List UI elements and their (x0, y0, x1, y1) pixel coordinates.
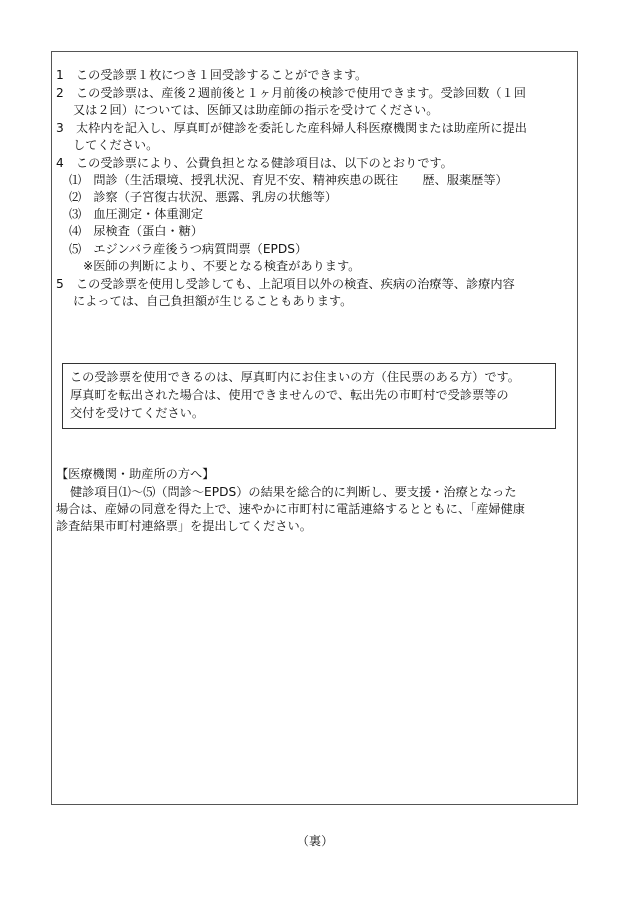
exam-note: ※医師の判断により、不要となる検査があります。 (83, 259, 361, 273)
exam-item-5: ⑸ エジンバラ産後うつ病質問票（EPDS） (69, 242, 308, 256)
instruction-5-cont: によっては、自己負担額が生じることもあります。 (73, 294, 353, 308)
medical-line-1: 健診項目⑴～⑸（問診～EPDS）の結果を総合的に判断し、要支援・治療となった (70, 485, 517, 499)
medical-heading: 【医療機関・助産所の方へ】 (56, 467, 215, 481)
exam-item-2: ⑵ 診察（子宮復古状況、悪露、乳房の状態等） (69, 190, 338, 204)
page-footer-label: （裏） (296, 834, 334, 848)
instruction-3: 3 太枠内を記入し、厚真町が健診を委託した産科婦人科医療機関または助産所に提出 (56, 121, 527, 135)
instruction-2: 2 この受診票は、産後２週前後と１ヶ月前後の検診で使用できます。受診回数（１回 (56, 86, 526, 100)
exam-item-1: ⑴ 問診（生活環境、授乳状況、育児不安、精神疾患の既往 歴、服薬歴等） (69, 173, 508, 187)
instruction-3-cont: してください。 (73, 138, 159, 152)
instruction-1: 1 この受診票１枚につき１回受診することができます。 (56, 68, 368, 82)
instruction-5: 5 この受診票を使用し受診しても、上記項目以外の検査、疾病の治療等、診療内容 (56, 277, 515, 291)
medical-line-3: 診査結果市町村連絡票」を提出してください。 (56, 519, 312, 533)
instruction-2-cont: 又は２回）については、医師又は助産師の指示を受けてください。 (73, 103, 439, 117)
notice-line-1: この受診票を使用できるのは、厚真町内にお住まいの方（住民票のある方）です。 (70, 370, 520, 384)
notice-line-3: 交付を受けてください。 (70, 406, 205, 420)
instruction-4: 4 この受診票により、公費負担となる健診項目は、以下のとおりです。 (56, 156, 453, 170)
medical-line-2: 場合は、産婦の同意を得た上で、速やかに市町村に電話連絡するとともに、「産婦健康 (56, 502, 525, 516)
notice-line-2: 厚真町を転出された場合は、使用できませんので、転出先の市町村で受診票等の (70, 388, 509, 402)
exam-item-3: ⑶ 血圧測定・体重測定 (69, 207, 204, 221)
exam-item-4: ⑷ 尿検査（蛋白・糖） (69, 224, 204, 238)
